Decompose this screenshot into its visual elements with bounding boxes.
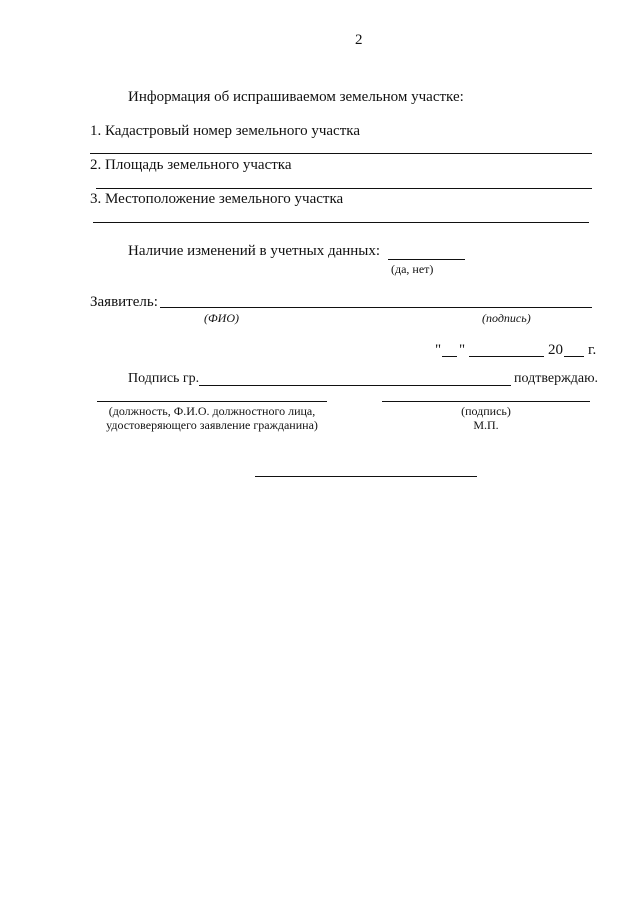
official-caption-line1: (должность, Ф.И.О. должностного лица, bbox=[108, 404, 316, 418]
applicant-label: Заявитель: bbox=[90, 294, 158, 310]
confirm-suffix: подтверждаю. bbox=[514, 371, 599, 386]
item-location-label: 3. Местоположение земельного участка bbox=[90, 191, 344, 207]
changes-label: Наличие изменений в учетных данных: bbox=[128, 243, 381, 259]
official-stamp: М.П. bbox=[473, 418, 499, 432]
applicant-field-line[interactable] bbox=[160, 307, 592, 308]
official-sign-line[interactable] bbox=[382, 401, 590, 402]
applicant-sign-hint: (подпись) bbox=[482, 311, 531, 325]
official-sign-caption: (подпись) bbox=[461, 404, 511, 418]
official-caption-line2: удостоверяющего заявление гражданина) bbox=[106, 418, 318, 432]
confirm-name-line[interactable] bbox=[199, 385, 511, 386]
applicant-fio-hint: (ФИО) bbox=[204, 311, 239, 325]
official-name-line[interactable] bbox=[97, 401, 327, 402]
closing-separator-line bbox=[255, 476, 477, 477]
changes-hint: (да, нет) bbox=[391, 262, 434, 276]
item-cadastral-number-label: 1. Кадастровый номер земельного участка bbox=[90, 123, 360, 139]
date-month-line[interactable] bbox=[469, 356, 544, 357]
item-area-label: 2. Площадь земельного участка bbox=[90, 157, 292, 173]
date-day-line[interactable] bbox=[442, 356, 457, 357]
date-year-prefix: 20 bbox=[548, 342, 563, 358]
cadastral-number-field-line[interactable] bbox=[90, 153, 592, 154]
date-close-quote: " bbox=[459, 342, 466, 358]
page-number: 2 bbox=[355, 32, 363, 48]
area-field-line[interactable] bbox=[96, 188, 592, 189]
date-year-suffix: г. bbox=[588, 342, 597, 358]
confirm-prefix: Подпись гр. bbox=[128, 371, 200, 386]
section-title: Информация об испрашиваемом земельном участке: bbox=[128, 89, 464, 105]
date-year-line[interactable] bbox=[564, 356, 584, 357]
location-field-line[interactable] bbox=[93, 222, 589, 223]
date-open-quote: " bbox=[435, 342, 442, 358]
changes-field-line[interactable] bbox=[388, 259, 465, 260]
